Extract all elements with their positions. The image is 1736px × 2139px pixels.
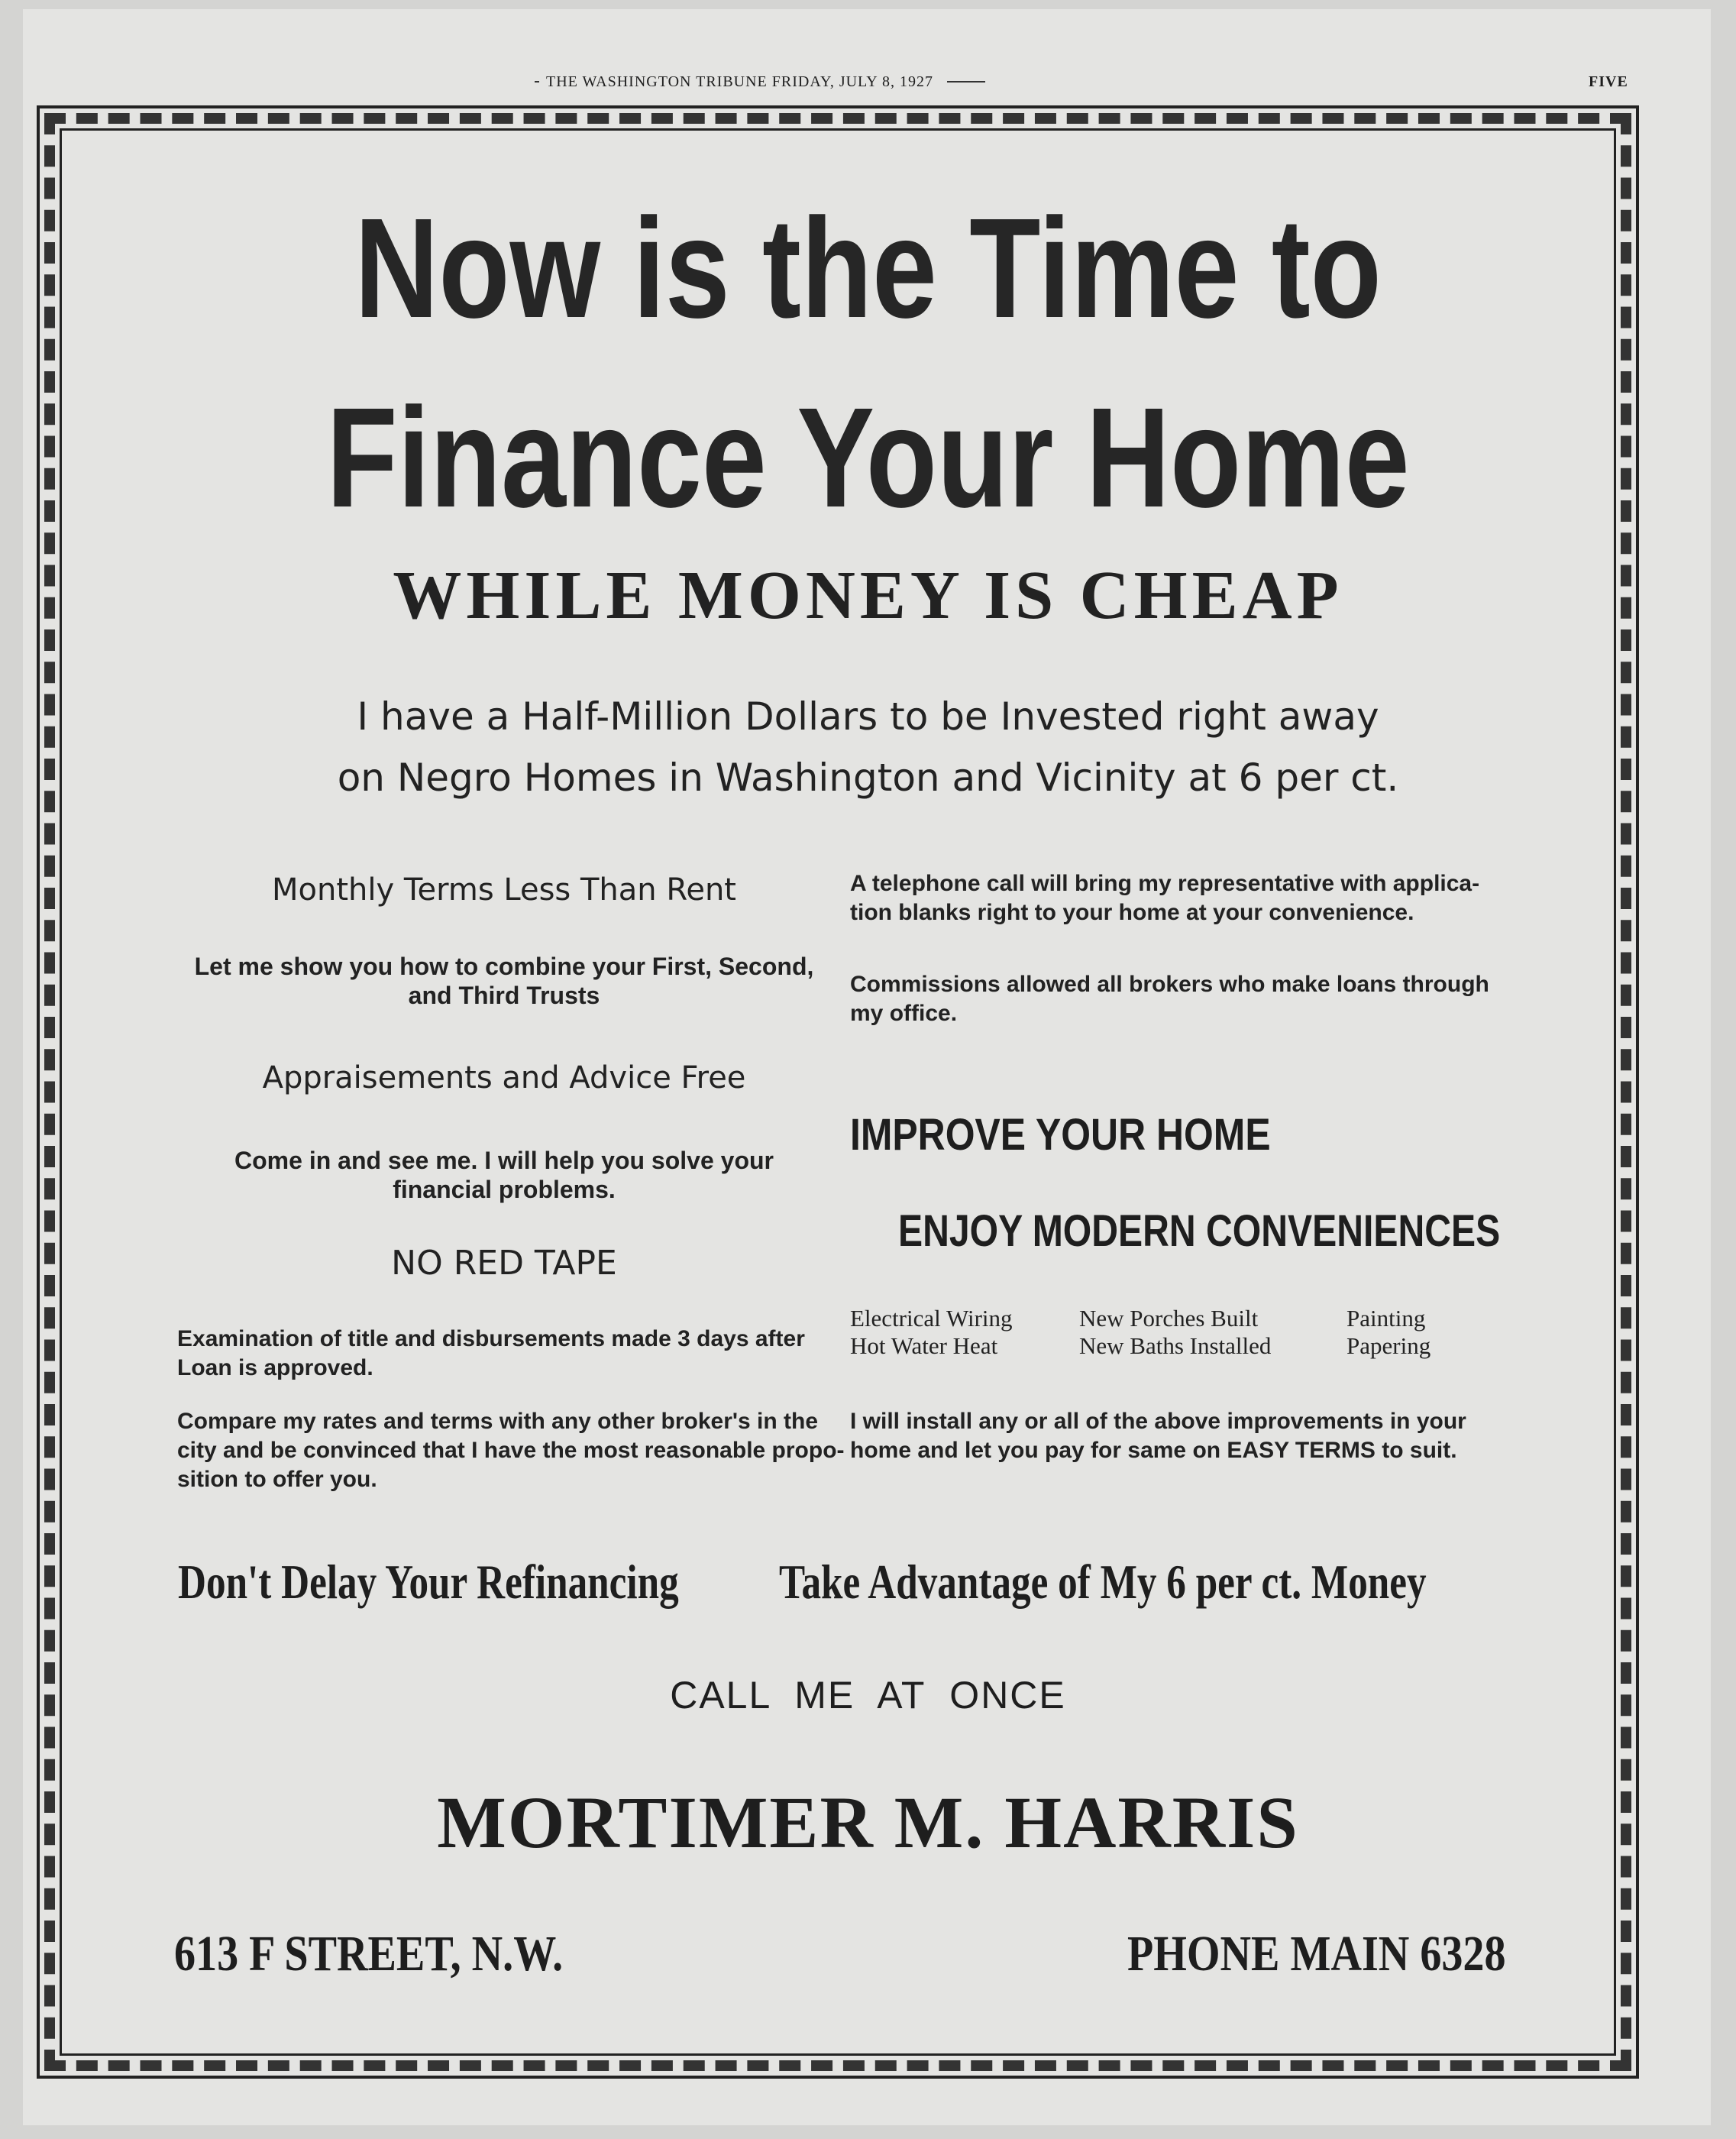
compare-line-2: city and be convinced that I have the most reasonable propo- xyxy=(177,1438,845,1463)
install-text xyxy=(850,1407,1530,1465)
conveniences-list xyxy=(850,1305,1530,1360)
compare-line-1: Compare my rates and terms with any other broker's in the xyxy=(177,1409,819,1434)
enjoy-heading: ENJOY MODERN CONVENIENCES xyxy=(898,1206,1501,1256)
commissions-line-1: Commissions allowed all brokers who make loans through xyxy=(850,972,1489,997)
conveniences-row-2 xyxy=(850,1332,1530,1360)
install-line-2: home and let you pay for same on EASY TERMS to suit. xyxy=(850,1438,1457,1463)
headline-line-1: Now is the Time to xyxy=(354,189,1382,348)
telephone-text xyxy=(850,869,1522,927)
commissions-text xyxy=(850,970,1522,1028)
examination-line-1: Examination of title and disbursements made 3 days after xyxy=(177,1326,805,1351)
masthead xyxy=(0,73,1736,104)
phone: PHONE MAIN 6328 xyxy=(1127,1926,1506,1982)
examination-line-2: Loan is approved. xyxy=(177,1355,373,1380)
combine-trusts-line-2: and Third Trusts xyxy=(408,982,600,1009)
come-in-line-1: Come in and see me. I will help you solve your xyxy=(234,1147,774,1174)
combine-trusts-text xyxy=(176,952,832,1010)
conveniences-row-1 xyxy=(850,1305,1530,1332)
come-in-line-2: financial problems. xyxy=(393,1176,616,1203)
masthead-rule-right xyxy=(947,81,985,83)
no-red-tape-heading: NO RED TAPE xyxy=(391,1244,617,1283)
convenience-item: Painting xyxy=(1346,1305,1426,1332)
compare-text xyxy=(177,1407,849,1494)
convenience-item: Electrical Wiring xyxy=(850,1305,1013,1332)
combine-trusts-line-1: Let me show you how to combine your First, Second, xyxy=(194,953,814,980)
convenience-item: New Porches Built xyxy=(1079,1305,1259,1332)
subhead: WHILE MONEY IS CHEAP xyxy=(393,558,1343,633)
convenience-item: Hot Water Heat xyxy=(850,1332,998,1359)
headline-line-2: Finance Your Home xyxy=(326,379,1410,537)
refinance-left: Don't Delay Your Refinancing xyxy=(178,1555,679,1609)
refinance-right: Take Advantage of My 6 per ct. Money xyxy=(779,1555,1427,1609)
intro-line-1: I have a Half-Million Dollars to be Invested right away xyxy=(357,694,1379,739)
install-line-1: I will install any or all of the above improvements in your xyxy=(850,1409,1466,1434)
telephone-line-2: tion blanks right to your home at your convenience. xyxy=(850,900,1414,925)
come-in-text xyxy=(176,1146,832,1204)
convenience-item: New Baths Installed xyxy=(1079,1332,1272,1359)
call-me-text: CALL ME AT ONCE xyxy=(670,1674,1066,1717)
masthead-rule-left xyxy=(535,81,539,83)
examination-text xyxy=(177,1325,849,1383)
intro-line-2: on Negro Homes in Washington and Vicinity at 6 per ct. xyxy=(337,756,1399,800)
advertiser-name: MORTIMER M. HARRIS xyxy=(437,1781,1299,1863)
monthly-terms-heading: Monthly Terms Less Than Rent xyxy=(272,872,736,908)
appraisements-heading: Appraisements and Advice Free xyxy=(262,1060,746,1095)
telephone-line-1: A telephone call will bring my representative with applica- xyxy=(850,871,1480,896)
page-number: FIVE xyxy=(1589,73,1628,90)
compare-line-3: sition to offer you. xyxy=(177,1467,377,1492)
improve-heading: IMPROVE YOUR HOME xyxy=(850,1110,1271,1160)
address: 613 F STREET, N.W. xyxy=(174,1926,564,1982)
masthead-title: THE WASHINGTON TRIBUNE FRIDAY, JULY 8, 1927 xyxy=(546,73,933,90)
convenience-item: Papering xyxy=(1346,1332,1431,1359)
commissions-line-2: my office. xyxy=(850,1001,958,1026)
